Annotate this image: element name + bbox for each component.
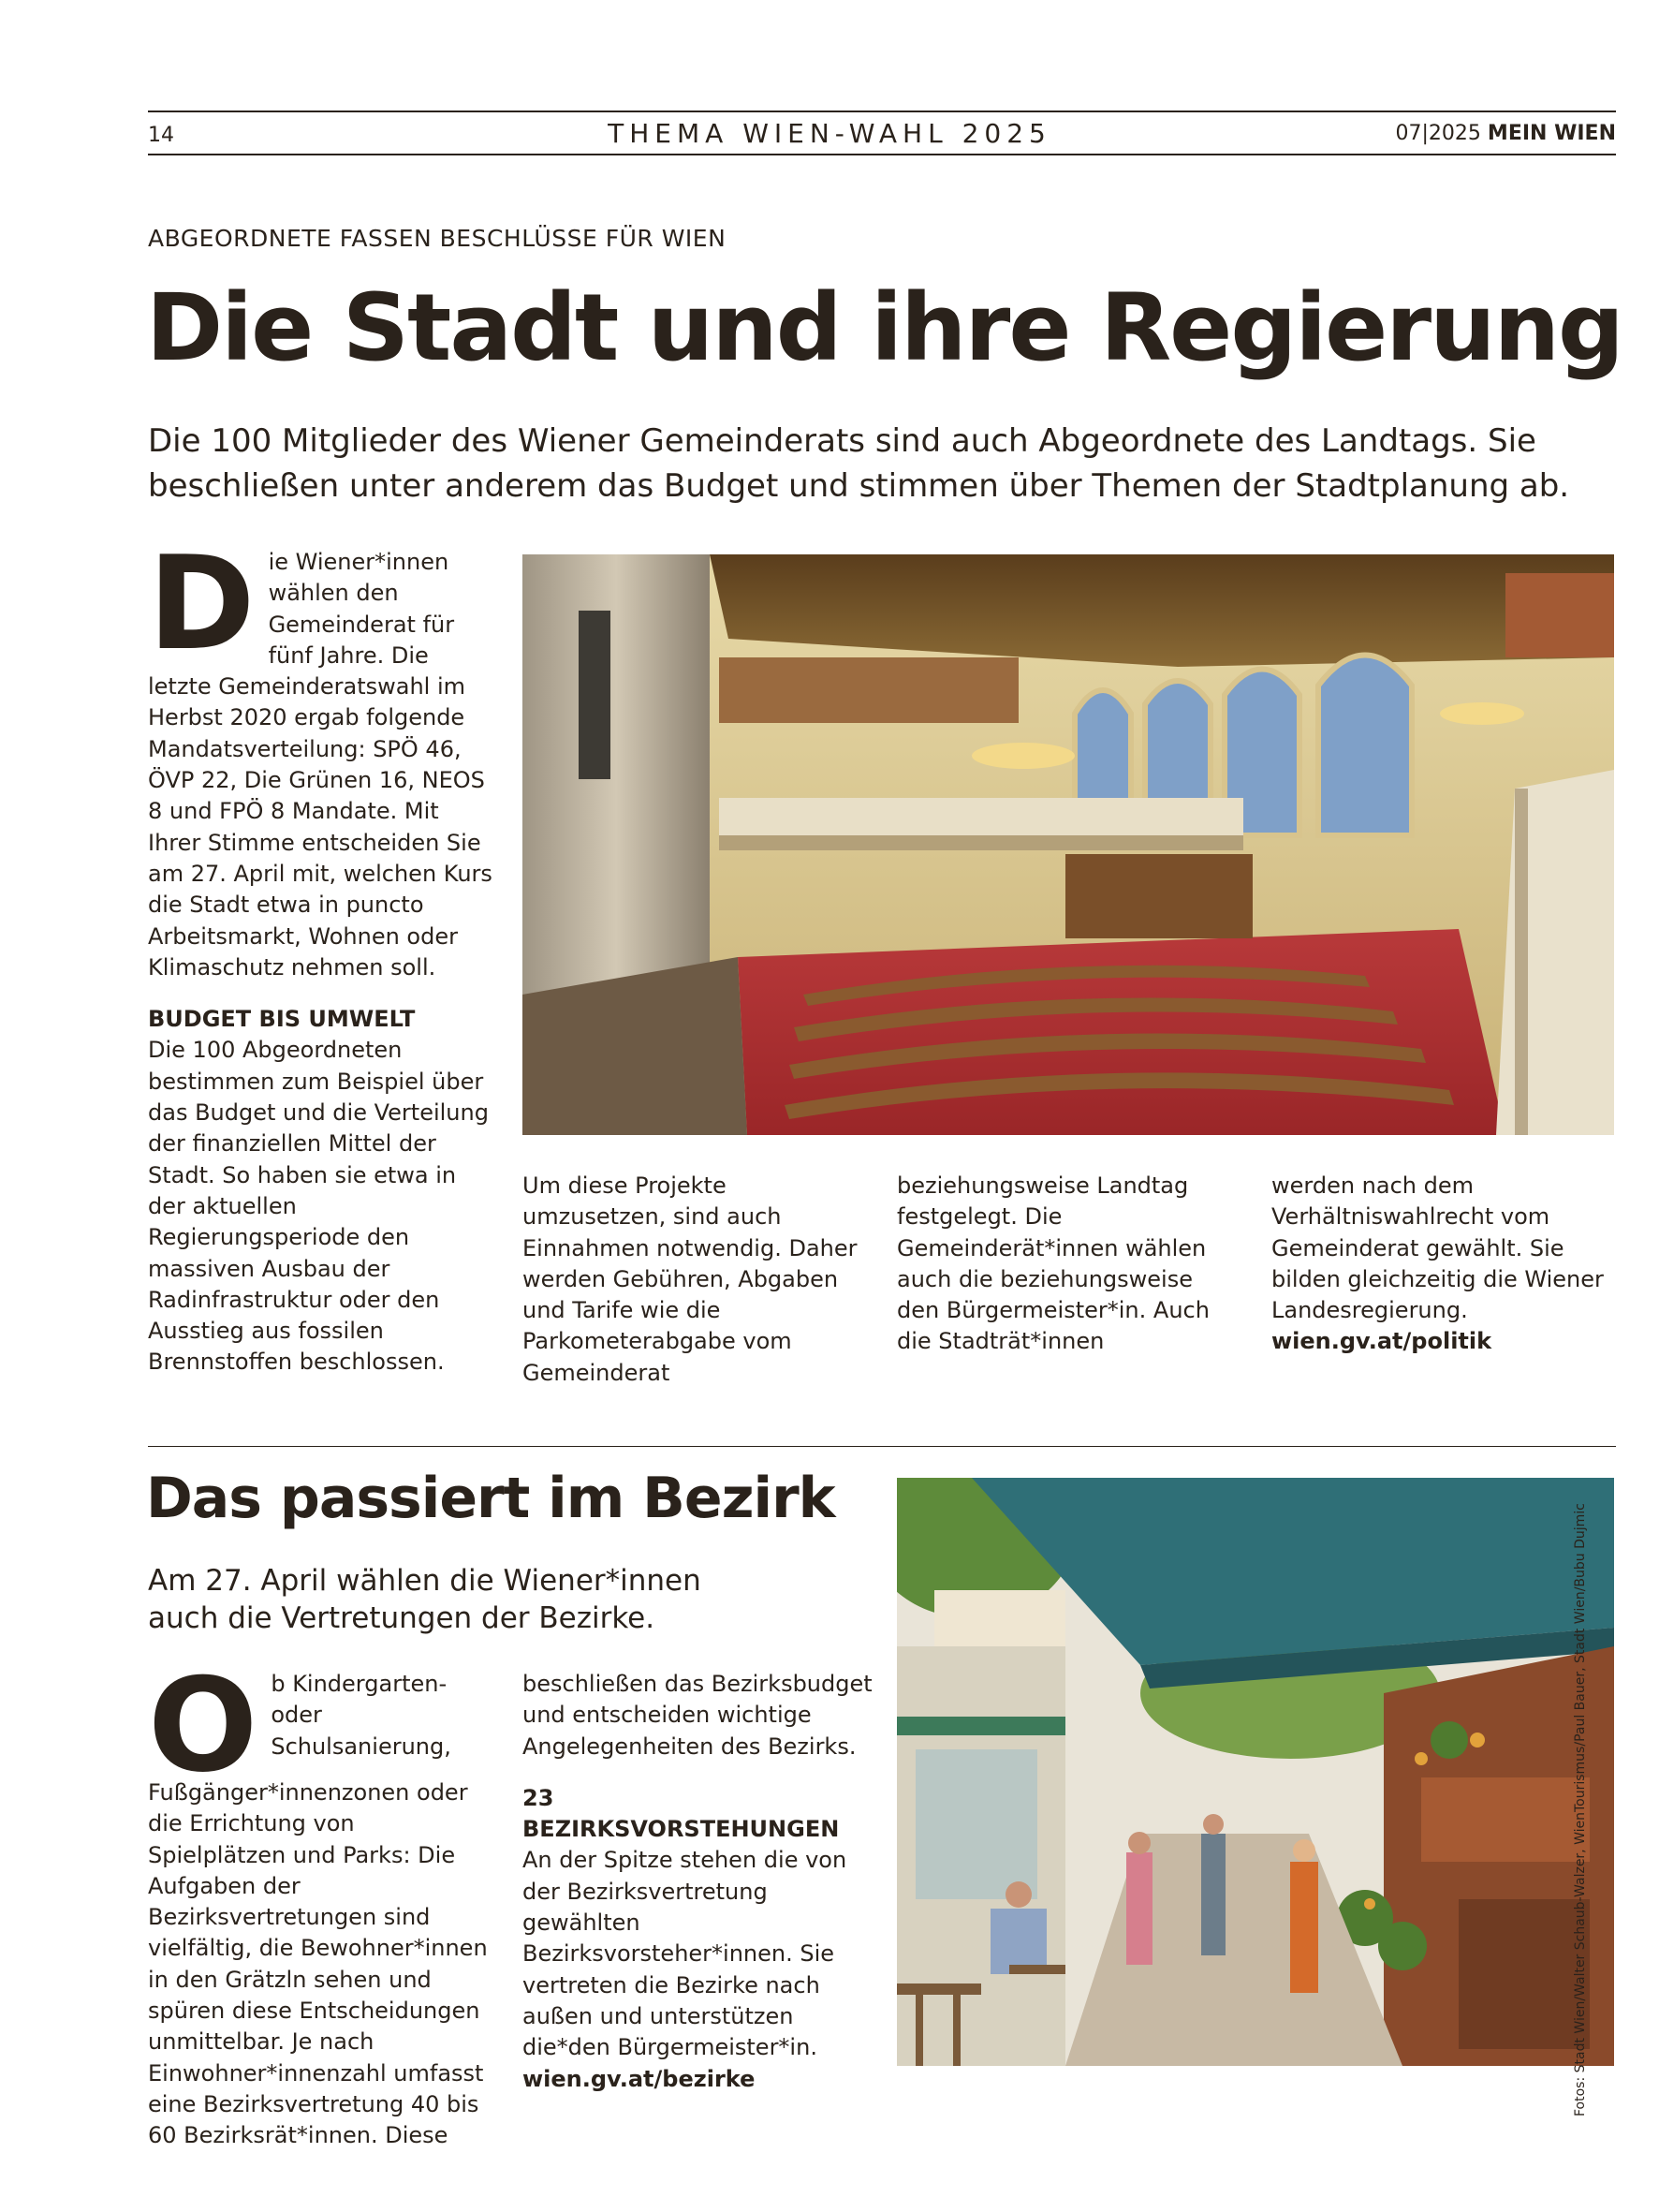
drop-cap: O xyxy=(148,1650,258,1801)
market-photo xyxy=(897,1478,1614,2066)
publication-name: MEIN WIEN xyxy=(1487,122,1616,145)
body-text: werden nach dem Verhältniswahlrecht vom Gemeinderat gewählt. Sie bilden gleichzeitig die Wiener Landesregierung. xyxy=(1271,1172,1604,1324)
article-column-4 xyxy=(1271,1171,1618,1358)
header-rule-top xyxy=(148,111,1616,112)
article2-headline: Das passiert im Bezirk xyxy=(146,1466,835,1531)
politik-link[interactable]: wien.gv.at/politik xyxy=(1271,1328,1492,1355)
issue-label xyxy=(1396,122,1616,145)
council-chamber-photo xyxy=(522,554,1614,1135)
body-text: Um diese Projekte umzusetzen, sind auch Einnahmen notwendig. Daher werden Gebühren, Abgaben und Tarife wie die Parkometerabgabe vom Gemeinderat xyxy=(522,1172,858,1386)
article-column-1 xyxy=(148,528,498,1379)
article-lead: Die 100 Mitglieder des Wiener Gemeinderats sind auch Abgeordnete des Landtags. Sie beschließen unter anderem das Budget und stimmen über Themen der Stadtplanung ab. xyxy=(148,422,1570,505)
article2-column-1 xyxy=(148,1650,498,2152)
body-text: b Kindergarten- oder Schulsanierung, Fußgänger*innenzonen oder die Errichtung von Spielplätzen und Parks: Die Aufgaben der Bezirksvertretungen sind vielfältig, die Bewohner*innen in den Grätzln sehen und spüren diese Entscheidungen unmittelbar. Je nach Einwohner*innenzahl umfasst eine Bezirksvertretung 40 bis 60 Bezirksrät*innen. Diese xyxy=(148,1671,488,2149)
subheading: BUDGET BIS UMWELT xyxy=(148,1006,416,1033)
subheading: 23 BEZIRKSVORSTEHUNGEN xyxy=(522,1784,840,1843)
page-number: 14 xyxy=(148,124,174,147)
issue-number: 07|2025 xyxy=(1395,122,1481,145)
body-text: Die 100 Abgeordneten bestimmen zum Beispiel über das Budget und die Verteilung der finanziellen Mittel der Stadt. So haben sie etwa in der aktuellen Regierungsperiode den massiven Ausbau der Radinfrastruktur oder den Ausstieg aus fossilen Brennstoffen beschlossen. xyxy=(148,1037,489,1376)
article-headline: Die Stadt und ihre Regierung xyxy=(146,274,1622,382)
bezirke-link[interactable]: wien.gv.at/bezirke xyxy=(522,2065,756,2092)
article-column-3 xyxy=(897,1171,1234,1358)
drop-cap: D xyxy=(148,528,256,679)
body-text: beschließen das Bezirksbudget und entscheiden wichtige Angelegenheiten des Bezirks. xyxy=(522,1671,873,1760)
article2-column-2 xyxy=(522,1669,878,2095)
header-rule-bottom xyxy=(148,154,1616,155)
photo-credit: Fotos: Stadt Wien/Walter Schaub-Walzer, WienTourismus/Paul Bauer, Stadt Wien/Bubu Dujmic xyxy=(1573,1503,1588,2116)
body-text: ie Wiener*innen wählen den Gemeinderat für fünf Jahre. Die letzte Gemeinderatswahl im Herbst 2020 ergab folgende Mandatsverteilung: SPÖ 46, ÖVP 22, Die Grünen 16, NEOS 8 und FPÖ 8 Mandate. Mit Ihrer Stimme entscheiden Sie am 27. April mit, welchen Kurs die Stadt etwa in puncto Arbeitsmarkt, Wohnen oder Klimaschutz nehmen soll. xyxy=(148,549,492,981)
article-column-2 xyxy=(522,1171,859,1389)
article-kicker: ABGEORDNETE FASSEN BESCHLÜSSE FÜR WIEN xyxy=(148,225,727,252)
body-text: An der Spitze stehen die von der Bezirksvertretung gewählten Bezirksvorsteher*innen. Sie vertreten die Bezirke nach außen und unterstützen die*den Bürgermeister*in. xyxy=(522,1847,847,2061)
article-divider xyxy=(148,1446,1616,1447)
section-title: THEMA WIEN-WAHL 2025 xyxy=(608,118,1051,149)
body-text: beziehungsweise Landtag festgelegt. Die Gemeinderät*innen wählen auch die beziehungsweise den Bürgermeister*in. Auch die Stadträt*innen xyxy=(897,1172,1210,1355)
article2-lead: Am 27. April wählen die Wiener*innen auch die Vertretungen der Bezirke. xyxy=(148,1564,701,1635)
